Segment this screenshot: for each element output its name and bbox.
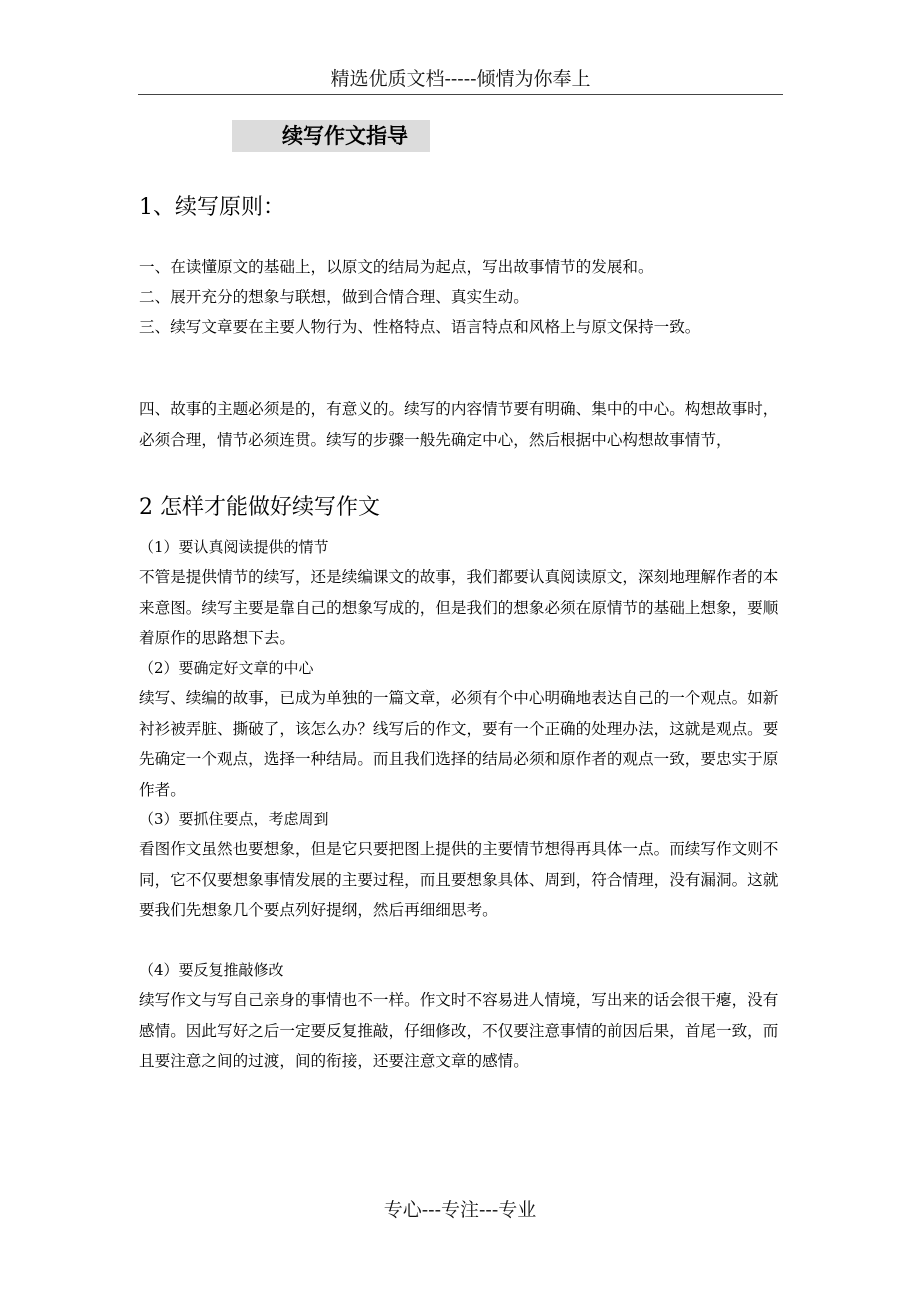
principle-1: 一、在读懂原文的基础上，以原文的结局为起点，写出故事情节的发展和。 <box>139 258 654 276</box>
item-3-body: 看图作文虽然也要想象，但是它只要把图上提供的主要情节想得再具体一点。而续写作文则不同，它不仅要想象事情发展的主要过程，而且要想象具体、周到，符合情理，没有漏洞。这就要我们先想象几个要点列好提纲，然后再细细思考。 <box>139 840 779 919</box>
page-header: 精选优质文档-----倾情为你奉上 <box>138 64 783 95</box>
item-4-title: （4）要反复推敲修改 <box>139 961 284 979</box>
item-2-title: （2）要确定好文章的中心 <box>139 659 314 677</box>
page-footer: 专心---专注---专业 <box>383 1199 537 1221</box>
document-title: 续写作文指导 <box>282 124 408 148</box>
item-1-title: （1）要认真阅读提供的情节 <box>139 538 329 556</box>
principle-2: 二、展开充分的想象与联想，做到合情合理、真实生动。 <box>139 288 529 306</box>
section-heading-principles: 1、续写原则： <box>139 195 285 220</box>
item-2-body: 续写、续编的故事，已成为单独的一篇文章，必须有个中心明确地表达自己的一个观点。如新衬衫被弄脏、撕破了，该怎么办？线写后的作文，要有一个正确的处理办法，这就是观点。要先确定一个观点，选择一种结局。而且我们选择的结局必须和原作者的观点一致，要忠实于原作者。 <box>139 689 779 799</box>
item-3-title: （3）要抓住要点，考虑周到 <box>139 810 329 828</box>
principle-4: 四、故事的主题必须是的，有意义的。续写的内容情节要有明确、集中的中心。构想故事时，必须合理，情节必须连贯。续写的步骤一般先确定中心，然后根据中心构想故事情节， <box>139 400 779 449</box>
item-4-body: 续写作文与写自己亲身的事情也不一样。作文时不容易进人情境，写出来的话会很干瘪，没有感情。因此写好之后一定要反复推敲，仔细修改，不仅要注意事情的前因后果，首尾一致，而且要注意之间的过渡，间的衔接，还要注意文章的感情。 <box>139 991 779 1070</box>
item-1-body: 不管是提供情节的续写，还是续编课文的故事，我们都要认真阅读原文，深刻地理解作者的本来意图。续写主要是靠自己的想象写成的，但是我们的想象必须在原情节的基础上想象，要顺着原作的思路想下去。 <box>139 568 779 647</box>
section-heading-how-to: 2 怎样才能做好续写作文 <box>139 495 380 520</box>
principle-3: 三、续写文章要在主要人物行为、性格特点、语言特点和风格上与原文保持一致。 <box>139 318 701 336</box>
